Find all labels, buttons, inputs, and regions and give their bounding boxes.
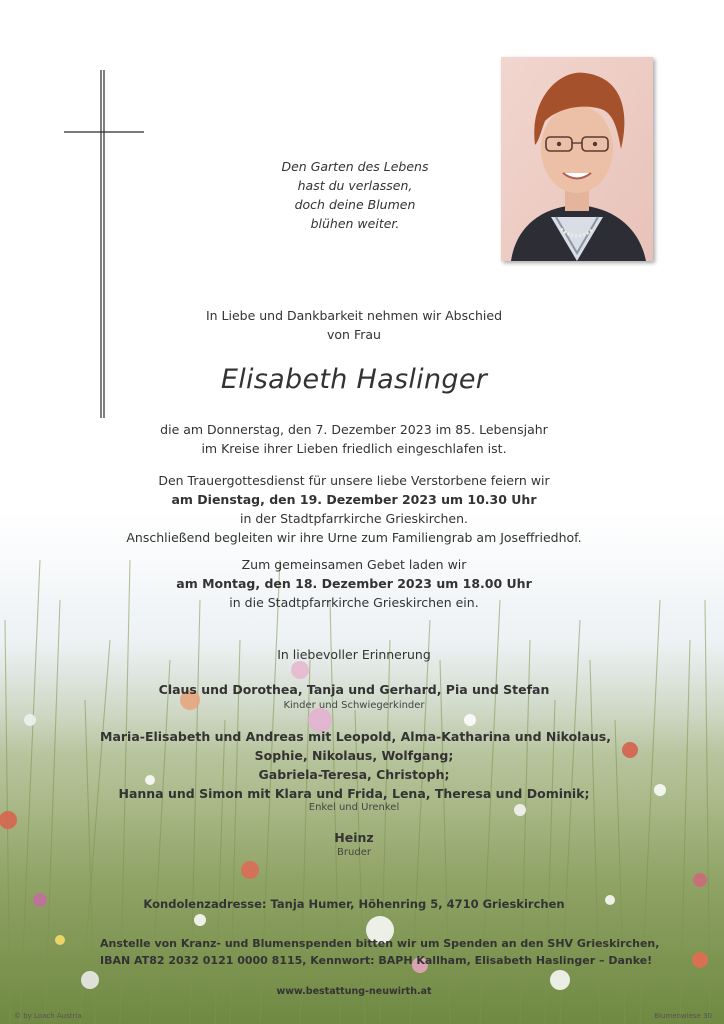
grandchildren-line: Gabriela-Teresa, Christoph; (258, 767, 450, 782)
death-line: die am Donnerstag, den 7. Dezember 2023 im 85. Lebensjahr (160, 422, 548, 437)
prayer-info (100, 555, 608, 612)
intro-line: von Frau (327, 327, 381, 342)
service-line: Anschließend begleiten wir ihre Urne zum Familiengrab am Joseffriedhof. (126, 530, 582, 545)
poem-line: blühen weiter. (310, 216, 400, 231)
service-line: in der Stadtpfarrkirche Grieskirchen. (240, 511, 468, 526)
cross-icon (64, 70, 144, 418)
memory-heading: In liebevoller Erinnerung (277, 647, 431, 662)
mourner-role: Enkel und Urenkel (308, 802, 400, 813)
mourner-role: Kinder und Schwiegerkinder (283, 700, 425, 711)
poem-line: hast du verlassen, (297, 178, 413, 193)
farewell-intro (150, 306, 558, 344)
prayer-line: in die Stadtpfarrkirche Grieskirchen ein. (229, 595, 479, 610)
service-date: am Dienstag, den 19. Dezember 2023 um 10.30 Uhr (171, 492, 537, 507)
poem-line: Den Garten des Lebens (281, 159, 429, 174)
grandchildren-line: Maria-Elisabeth und Andreas mit Leopold, Alma-Katharina und Nikolaus, (100, 729, 611, 744)
mourner-role: Bruder (337, 847, 371, 858)
funeral-home-website[interactable]: www.bestattung-neuwirth.at (276, 986, 432, 997)
poem-line: doch deine Blumen (294, 197, 416, 212)
grandchildren-line: Sophie, Nikolaus, Wolfgang; (254, 748, 454, 763)
grandchildren-line: Hanna und Simon mit Klara und Frida, Lena, Theresa und Dominik; (118, 786, 590, 801)
service-line: Den Trauergottesdienst für unsere liebe Verstorbene feiern wir (158, 473, 550, 488)
template-footer: Blumenwiese 30 (654, 1012, 712, 1020)
donation-line: IBAN AT82 2032 0121 0000 8115, Kennwort: BAPH Kallham, Elisabeth Haslinger – Danke! (100, 954, 653, 967)
portrait-photo (501, 57, 653, 261)
deceased-name: Elisabeth Haslinger (220, 364, 488, 395)
mourner-children: Claus und Dorothea, Tanja und Gerhard, Pia und Stefan (158, 682, 550, 697)
copyright-footer: © by Loach Austria (14, 1012, 82, 1020)
donation-request (100, 935, 660, 969)
death-notice (100, 420, 608, 458)
funeral-service-info (100, 471, 608, 547)
death-line: im Kreise ihrer Lieben friedlich eingeschlafen ist. (201, 441, 507, 456)
mourner-brother: Heinz (334, 830, 374, 845)
condolence-address: Kondolenzadresse: Tanja Humer, Höhenring 5, 4710 Grieskirchen (143, 897, 565, 911)
memorial-poem (250, 157, 460, 233)
prayer-line: Zum gemeinsamen Gebet laden wir (241, 557, 467, 572)
mourner-grandchildren (100, 727, 611, 803)
intro-line: In Liebe und Dankbarkeit nehmen wir Abschied (205, 308, 503, 323)
donation-line: Anstelle von Kranz- und Blumenspenden bitten wir um Spenden an den SHV Grieskirchen, (100, 937, 660, 950)
prayer-date: am Montag, den 18. Dezember 2023 um 18.00 Uhr (176, 576, 532, 591)
